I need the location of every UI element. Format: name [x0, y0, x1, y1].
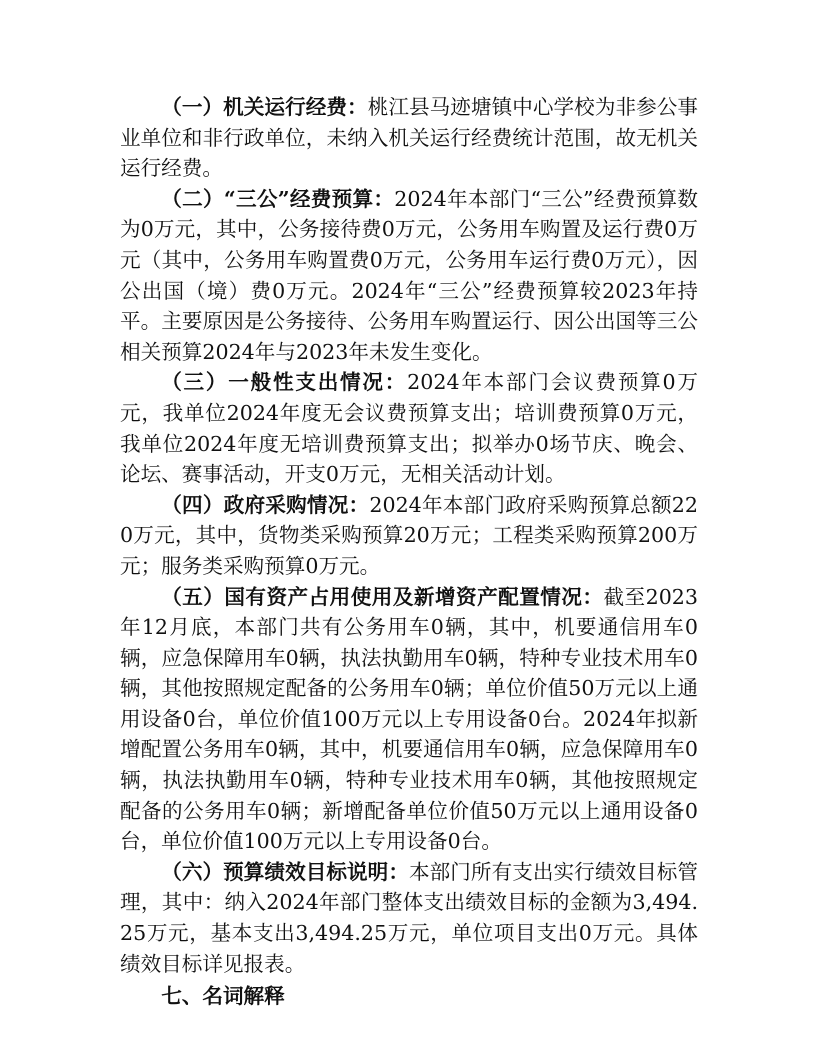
paragraph-general-expenditure: [120, 367, 698, 489]
paragraph-body: 2024年本部门“三公”经费预算数为0万元，其中，公务接待费0万元，公务用车购置及运行费0万元（其中，公务用车购置费0万元，公务用车运行费0万元），因公出国（境）费0万元。2024年“三公”经费预算较2023年持平。主要原因是公务接待、公务用车购置运行、因公出国等三公相关预算2024年与2023年未发生变化。: [120, 186, 698, 364]
paragraph-heading: （四）政府采购情况：: [161, 492, 370, 517]
section-title: 七、名词解释: [161, 984, 285, 1009]
paragraph-office-operating-expenses: [120, 92, 698, 184]
paragraph-body: 桃江县马迹塘镇中心学校为非参公事业单位和非行政单位，未纳入机关运行经费统计范围，故无机关运行经费。: [120, 95, 699, 181]
paragraph-government-procurement: [120, 490, 698, 582]
paragraph-body: 本部门所有支出实行绩效目标管理，其中：纳入2024年部门整体支出绩效目标的金额为3,494.25万元，基本支出3,494.25万元，单位项目支出0万元。具体绩效目标详见报表。: [120, 859, 699, 976]
paragraph-heading: （五）国有资产占用使用及新增资产配置情况：: [161, 584, 604, 609]
paragraph-three-public-expenses: [120, 184, 698, 368]
paragraph-heading: （一）机关运行经费：: [161, 95, 368, 119]
paragraph-body: 2024年本部门政府采购预算总额220万元，其中，货物类采购预算20万元；工程类采购预算200万元；服务类采购预算0万元。: [120, 492, 698, 578]
paragraph-body: 2024年本部门会议费预算0万元，我单位2024年度无会议费预算支出；培训费预算0万元，我单位2024年度无培训费预算支出；拟举办0场节庆、晚会、论坛、赛事活动，开支0万元，无相关活动计划。: [120, 370, 699, 487]
paragraph-heading: （二）“三公”经费预算：: [161, 186, 395, 211]
paragraph-heading: （六）预算绩效目标说明：: [161, 859, 409, 884]
paragraph-heading: （三）一般性支出情况：: [161, 370, 408, 395]
document-page: [120, 92, 698, 1012]
paragraph-performance-targets: [120, 857, 698, 979]
paragraph-body: 截至2023年12月底，本部门共有公务用车0辆，其中，机要通信用车0辆，应急保障用车0辆，执法执勤用车0辆，特种专业技术用车0辆，其他按照规定配备的公务用车0辆；单位价值50万元以上通用设备0台，单位价值100万元以上专用设备0台。2024年拟新增配置公务用车0辆，其中，机要通信用车0辆，应急保障用车0辆，执法执勤用车0辆，特种专业技术用车0辆，其他按照规定配备的公务用车0辆；新增配备单位价值50万元以上通用设备0台，单位价值100万元以上专用设备0台。: [120, 584, 698, 854]
paragraph-state-assets: [120, 582, 698, 857]
